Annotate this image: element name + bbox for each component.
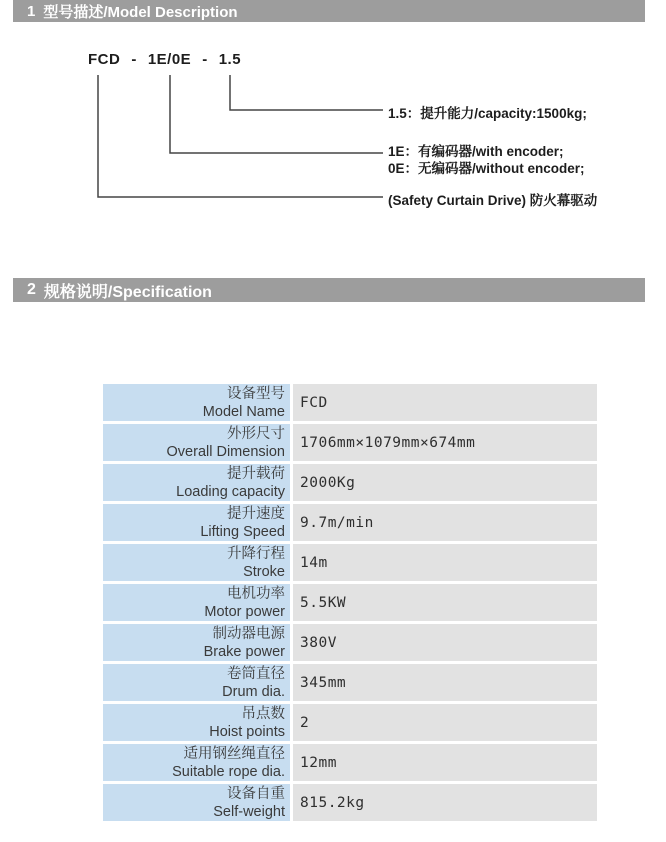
connector-line-capacity	[230, 75, 383, 110]
row-label-en: Self-weight	[213, 803, 285, 820]
model-code-capacity: 1.5	[218, 51, 242, 68]
row-label	[103, 384, 290, 421]
table-row-brake-power	[103, 624, 597, 661]
row-label-zh: 卷筒直径	[227, 665, 285, 682]
table-row-overall-dimension	[103, 424, 597, 461]
table-row-suitable-rope-dia	[103, 744, 597, 781]
row-label-zh: 设备自重	[227, 785, 285, 802]
table-row-lifting-speed	[103, 504, 597, 541]
row-label	[103, 744, 290, 781]
row-value: 9.7m/min	[293, 504, 597, 541]
row-label	[103, 544, 290, 581]
row-label-zh: 外形尺寸	[227, 425, 285, 442]
annotation-safety-curtain-drive: (Safety Curtain Drive) 防火幕驱动	[388, 193, 598, 208]
row-label-zh: 电机功率	[227, 585, 285, 602]
connector-line-prefix	[98, 75, 383, 197]
model-code	[88, 51, 241, 68]
table-row-model-name	[103, 384, 597, 421]
spec-table	[103, 384, 597, 821]
table-row-motor-power	[103, 584, 597, 621]
section1-header-bar	[13, 0, 645, 22]
row-label	[103, 784, 290, 821]
row-label-zh: 提升速度	[227, 505, 285, 522]
section1-title: 型号描述/Model Description	[43, 3, 238, 21]
table-row-loading-capacity	[103, 464, 597, 501]
section2-title: 规格说明/Specification	[43, 283, 212, 301]
section2-number: 2	[27, 281, 36, 298]
model-code-encoder-option: 1E/0E	[147, 51, 192, 68]
table-row-self-weight	[103, 784, 597, 821]
model-code-dash: -	[202, 51, 208, 68]
row-label	[103, 424, 290, 461]
row-label-en: Hoist points	[209, 723, 285, 740]
section1-number: 1	[27, 2, 36, 20]
row-label-en: Brake power	[203, 643, 285, 660]
row-label-en: Stroke	[243, 563, 285, 580]
annotation-with-encoder: 1E：有编码器/with encoder;	[388, 144, 564, 159]
row-label-en: Motor power	[204, 603, 285, 620]
row-label-zh: 适用钢丝绳直径	[183, 745, 285, 762]
row-value: 815.2kg	[293, 784, 597, 821]
model-code-prefix: FCD	[88, 51, 121, 68]
table-row-drum-dia	[103, 664, 597, 701]
annotation-capacity: 1.5：提升能力/capacity:1500kg;	[388, 106, 587, 121]
row-label-en: Lifting Speed	[200, 523, 285, 540]
row-label-en: Overall Dimension	[166, 443, 285, 460]
row-label-zh: 提升载荷	[227, 465, 285, 482]
connector-line-encoder	[170, 75, 383, 153]
row-value: 2000Kg	[293, 464, 597, 501]
model-code-connector-lines	[0, 0, 666, 260]
annotation-without-encoder: 0E：无编码器/without encoder;	[388, 161, 585, 176]
row-label-en: Model Name	[202, 403, 285, 420]
row-value: 14m	[293, 544, 597, 581]
row-label	[103, 664, 290, 701]
row-label	[103, 464, 290, 501]
model-code-dash: -	[131, 51, 137, 68]
row-label-en: Loading capacity	[176, 483, 285, 500]
row-value: 380V	[293, 624, 597, 661]
row-label-en: Drum dia.	[222, 683, 285, 700]
table-row-hoist-points	[103, 704, 597, 741]
row-value: 1706mm×1079mm×674mm	[293, 424, 597, 461]
table-row-stroke	[103, 544, 597, 581]
row-value: 5.5KW	[293, 584, 597, 621]
row-value: 12mm	[293, 744, 597, 781]
row-label	[103, 624, 290, 661]
row-label-zh: 升降行程	[227, 545, 285, 562]
row-label-zh: 制动器电源	[212, 625, 285, 642]
row-label-zh: 吊点数	[241, 705, 285, 722]
row-label-zh: 设备型号	[227, 385, 285, 402]
row-value: FCD	[293, 384, 597, 421]
row-label	[103, 704, 290, 741]
section2-header-bar	[13, 278, 645, 302]
row-label	[103, 584, 290, 621]
row-value: 2	[293, 704, 597, 741]
row-value: 345mm	[293, 664, 597, 701]
row-label	[103, 504, 290, 541]
row-label-en: Suitable rope dia.	[172, 763, 285, 780]
